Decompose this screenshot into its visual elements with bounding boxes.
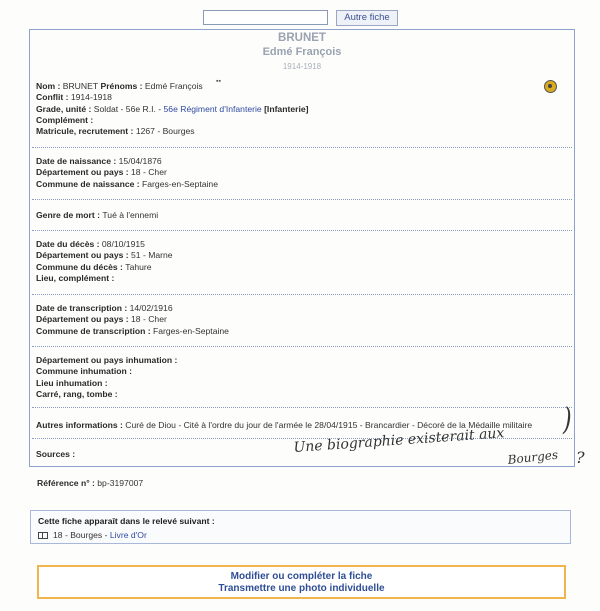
transcription-section: Date de transcription : 14/02/1916 Département ou pays : 18 - Cher Commune de transcription : Farges-en-Septaine xyxy=(36,303,229,336)
separator xyxy=(32,147,572,148)
regiment-link[interactable]: 56e Régiment d'Infanterie xyxy=(163,103,262,114)
separator xyxy=(32,407,572,408)
handwritten-question-mark: ? xyxy=(576,448,585,467)
record-card xyxy=(29,29,575,467)
livre-dor-link[interactable]: Livre d'Or xyxy=(109,530,147,540)
burial-section: Département ou pays inhumation : Commune inhumation : Lieu inhumation : Carré, rang, tombe : xyxy=(36,355,178,399)
complement-line: Complément : xyxy=(36,114,94,125)
grade-line: Grade, unité : Soldat - 56e R.I. - 56e Régiment d'Infanterie [Infanterie] xyxy=(36,103,309,114)
record-last-name: BRUNET xyxy=(278,32,326,44)
stray-mark: ▪▪ xyxy=(216,78,221,85)
identity-section xyxy=(36,81,566,137)
sources-section: Sources : xyxy=(36,449,76,459)
matricule-line: Matricule, recrutement : 1267 - Bourges xyxy=(36,126,195,137)
handwritten-bracket: ) xyxy=(563,403,572,438)
birth-section: Date de naissance : 15/04/1876 Département ou pays : 18 - Cher Commune de naissance : Farges-en-Septaine xyxy=(36,156,218,189)
releve-item: 18 - Bourges - Livre d'Or xyxy=(38,530,147,540)
record-years: 1914-1918 xyxy=(282,62,322,71)
handwritten-note-line2: Bourges xyxy=(507,447,559,467)
record-first-names: Edmé François xyxy=(262,46,342,58)
releve-box xyxy=(30,510,571,544)
reference-line: Référence n° : bp-3197007 xyxy=(37,478,144,488)
separator xyxy=(32,230,572,231)
name-line: Nom : BRUNET Prénoms : Edmé François xyxy=(36,81,203,91)
other-record-button[interactable]: Autre fiche xyxy=(336,10,398,26)
death-kind-section: Genre de mort : Tué à l'ennemi xyxy=(36,210,159,220)
modify-record-link[interactable]: Modifier ou compléter la fiche xyxy=(230,571,373,582)
separator xyxy=(32,346,572,347)
other-info-section: Autres informations : Curé de Diou - Cité à l'ordre du jour de l'armée le 28/04/1915 - Brancardier - Décoré de la Médaille militaire xyxy=(36,420,533,430)
separator xyxy=(32,294,572,295)
search-input[interactable] xyxy=(203,10,328,25)
death-section: Date du décès : 08/10/1915 Département ou pays : 51 - Marne Commune du décès : Tahure Lieu, complément : xyxy=(36,239,173,283)
send-photo-link[interactable]: Transmettre une photo individuelle xyxy=(218,583,385,594)
actions-box xyxy=(37,565,566,599)
handwritten-note-line1: Une biographie existerait aux xyxy=(293,425,505,456)
releve-title: Cette fiche apparaît dans le relevé suivant : xyxy=(38,516,215,526)
conflict-line: Conflit : 1914-1918 xyxy=(36,92,112,103)
separator xyxy=(32,199,572,200)
book-icon xyxy=(38,532,48,539)
